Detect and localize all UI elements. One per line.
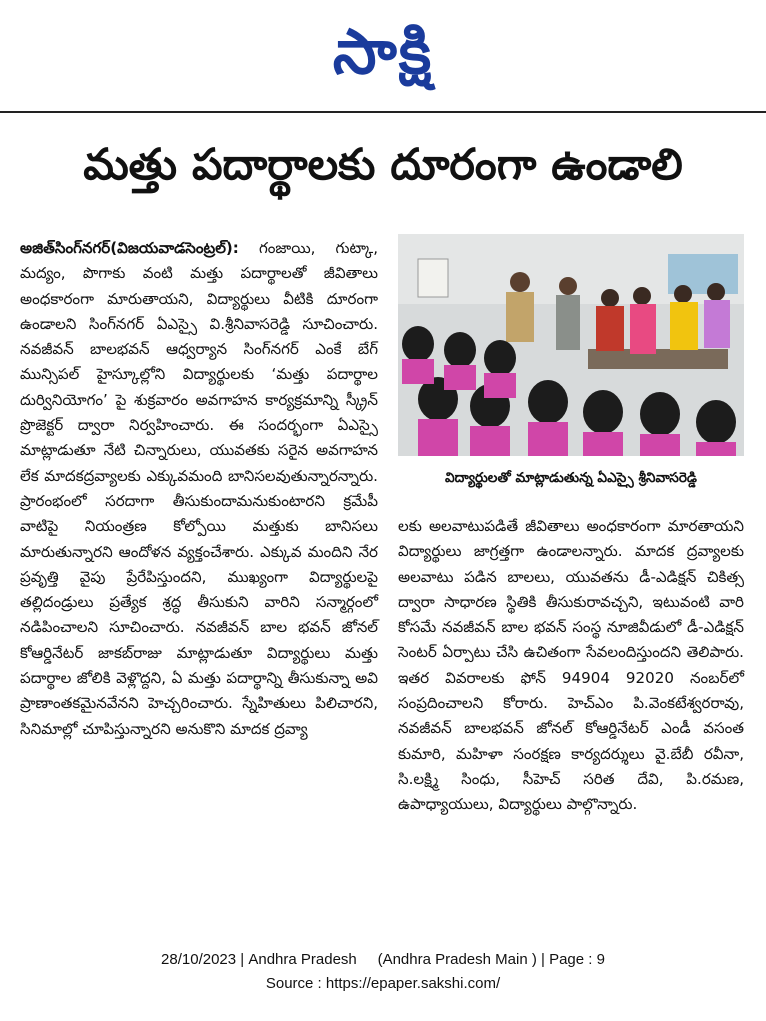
footer-meta: 28/10/2023 | Andhra Pradesh (Andhra Pradesh Main ) | Page : 9: [0, 948, 766, 972]
article-paragraph: [20, 236, 378, 742]
photo-caption: విద్యార్థులతో మాట్లాడుతున్న ఏఎస్సై శ్రీనివాసరెడ్డి: [445, 469, 697, 486]
footer-edition: Andhra Pradesh: [248, 951, 357, 968]
classroom-photo-illustration: [398, 234, 744, 456]
article-right-column: [398, 514, 744, 818]
article-right-text: లకు అలవాటుపడితే జీవితాలు అంధకారంగా మారతాయని విద్యార్థులు జాగ్రత్తగా ఉండాలన్నారు. మాదక ద్రవ్యాలకు అలవాటు పడిన బాలలు, యువతను డీ-ఎడిక్షన్‌ చికిత్స ద్వారా సాధారణ స్థితికి తీసుకురావచ్చని, ఇటువంటి వారి కోసమే నవజీవన్‌ బాల భవన్‌ సంస్థ నూజివీడులో డీ-ఎడిక్షన్‌ సెంటర్‌ ఏర్పాటు చేసి ఉచితంగా సేవలందిస్తుందని తెలిపారు. ఇతర వివరాలకు ఫోన్‌ 94904 92020 నంబర్‌లో సంప్రదించాలని కోరారు. హెచ్‌ఎం పి.వెంకటేశ్వరరావు, నవజీవన్‌ బాలభవన్‌ జోనల్‌ కోఆర్డినేటర్‌ ఎండీ వసంత కుమారి, మహిళా సంరక్షణ కార్యదర్శులు వై.బేబీ రవీనా, సి.లక్ష్మి సింధు, సీహెచ్‌ సరిత దేవి, పి.రమణ, ఉపాధ్యాయులు, విద్యార్థులు పాల్గొన్నారు.: [398, 517, 744, 814]
article-photo: [398, 234, 744, 456]
masthead-divider: [0, 111, 766, 113]
sakshi-logo[interactable]: [280, 12, 486, 92]
article-left-column: [20, 236, 378, 742]
footer-sub-edition: (Andhra Pradesh Main ): [377, 951, 537, 968]
logo-text: సాక్షి: [332, 15, 434, 88]
article-dateline: అజిత్‌సింగ్‌నగర్‌(విజయవాడసెంట్రల్‌):: [20, 239, 239, 257]
page-footer: [0, 948, 766, 996]
article-left-text: గంజాయి, గుట్కా, మద్యం, పొగాకు వంటి మత్తు పదార్థాలతో జీవితాలు అంధకారంగా మారుతాయని, విద్యార్థులు వీటికి దూరంగా ఉండాలని సింగ్‌నగర్‌ ఏఎస్సై వి.శ్రీనివాసరెడ్డి సూచించారు. నవజీవన్‌ బాలభవన్‌ ఆధ్వర్యాన సింగ్‌నగర్‌ ఎంకే బేగ్‌ మున్సిపల్‌ హైస్కూల్లోని విద్యార్థులకు ‘మత్తు పదార్థాల దుర్వినియోగం’ పై శుక్రవారం అవగాహన కార్యక్రమాన్ని స్క్రీన్‌ ప్రొజెక్టర్‌ ద్వారా నిర్వహించారు. ఈ సందర్భంగా ఏఎస్సై మాట్లాడుతూ నేటి చిన్నారులు, యువతకు సరైన అవగాహన లేక మాదకద్రవ్యాలకు ఎక్కువమంది బానిసలవుతున్నారన్నారు. ప్రారంభంలో సరదాగా తీసుకుందామనుకుంటారని క్రమేపీ వాటిపై నియంత్రణ కోల్పోయి మత్తుకు బానిసలు మారుతున్నారని ఆందోళన వ్యక్తంచేశారు. ఎక్కువ మందిని నేర ప్రవృత్తి వైపు ప్రేరేపిస్తుందని, ముఖ్యంగా విద్యార్థులపై తల్లిదండ్రులు ప్రత్యేక శ్రద్ధ తీసుకుని వారిని సన్మార్గంలో నడిపించాలని సూచించారు. నవజీవన్‌ బాల భవన్‌ జోనల్‌ కోఆర్డినేటర్‌ జాకబ్‌రాజు మాట్లాడుతూ విద్యార్థులు మత్తు పదార్థాల జోలికి వెళ్లొద్దని, ఏ మత్తు పదార్థాన్ని తీసుకున్నా అవి ప్రాణాంతకమైనవేనని హెచ్చరించారు. స్నేహితులు పిలిచారని, సినిమాల్లో చూపిస్తున్నారని అనుకొని మాదక ద్రవ్యా: [20, 239, 378, 738]
footer-date: 28/10/2023: [161, 951, 237, 968]
article-headline: మత్తు పదార్థాలకు దూరంగా ఉండాలి: [83, 140, 683, 190]
footer-page: Page : 9: [549, 951, 605, 968]
footer-source[interactable]: Source : https://epaper.sakshi.com/: [265, 975, 501, 992]
